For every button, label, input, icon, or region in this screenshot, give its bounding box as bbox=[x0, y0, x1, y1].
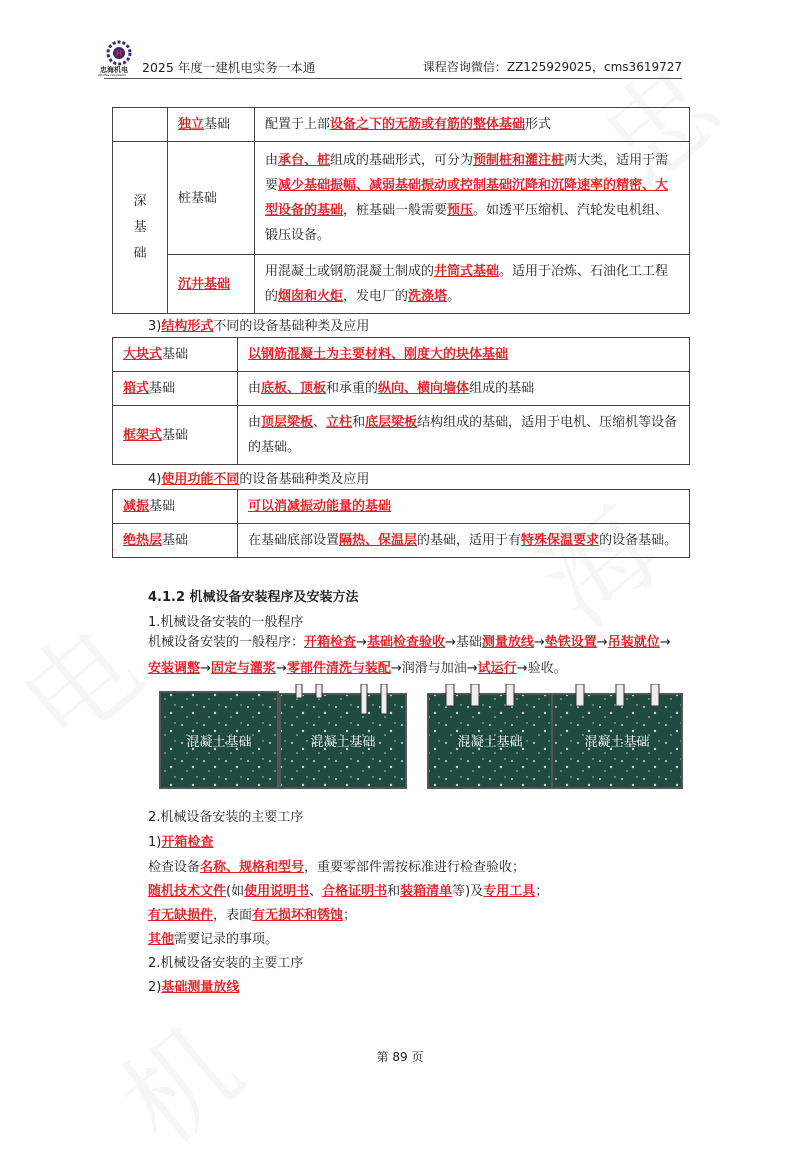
foundation-block bbox=[428, 684, 552, 788]
check-line-2: 随机技术文件(如使用说明书、合格证明书和装箱清单等)及专用工具； bbox=[148, 884, 549, 899]
table-function bbox=[112, 489, 690, 558]
diagram-label: 混凝土基础 bbox=[310, 735, 376, 750]
table-row bbox=[113, 524, 690, 558]
subheading-main-process: 2.机械设备安装的主要工序 bbox=[148, 810, 304, 825]
cell-name: 大块式基础 bbox=[113, 338, 238, 372]
table-row bbox=[113, 142, 690, 255]
table-structure-form bbox=[112, 337, 690, 465]
foundation-diagrams bbox=[156, 684, 686, 794]
cell-name: 箱式基础 bbox=[113, 372, 238, 406]
watermark-char bbox=[0, 583, 168, 775]
check-line-4: 其他需要记录的事项。 bbox=[148, 932, 279, 947]
table-row bbox=[113, 490, 690, 524]
cell-name: 框架式基础 bbox=[113, 406, 238, 465]
cell-desc: 以钢筋混凝土为主要材料、刚度大的块体基础 bbox=[238, 338, 690, 372]
cell-name: 绝热层基础 bbox=[113, 524, 238, 558]
deep-foundation-label: 深 基 础 bbox=[113, 142, 168, 314]
table-foundation-depth bbox=[112, 107, 690, 314]
cell-name: 沉井基础 bbox=[168, 255, 255, 314]
watermark-char bbox=[82, 983, 268, 1175]
header-title: 2025 年度一建机电实务一本通 bbox=[142, 60, 316, 75]
cell-desc: 由承台、桩组成的基础形式，可分为预制桩和灌注桩两大类，适用于需要减少基础振幅、减弱基础振动或控制基础沉降和沉降速率的精密、大型设备的基础，桩基础一般需要预压。如透平压缩机、汽轮发电机组、锻压设备。 bbox=[255, 142, 690, 255]
diagram-label: 混凝土基础 bbox=[584, 735, 650, 750]
check-line-3: 有无缺损件，表面有无损坏和锈蚀； bbox=[148, 908, 357, 923]
table-row bbox=[113, 406, 690, 465]
table-row bbox=[113, 255, 690, 314]
diagram-label: 混凝土基础 bbox=[186, 735, 252, 750]
step-heading-1: 1)开箱检查 bbox=[148, 835, 214, 850]
step-heading-2: 2)基础测量放线 bbox=[148, 980, 240, 995]
foundation-block bbox=[280, 684, 406, 788]
subheading-general-procedure: 1.机械设备安装的一般程序 bbox=[148, 615, 304, 630]
cell-desc: 在基础底部设置隔热、保温层的基础，适用于有特殊保温要求的设备基础。 bbox=[238, 524, 690, 558]
page-number: 第 89 页 bbox=[376, 1050, 424, 1064]
check-line-1: 检查设备名称、规格和型号，重要零部件需按标准进行检查验收； bbox=[148, 860, 526, 875]
procedure-text: 机械设备安装的一般程序：开箱检查→基础检查验收→基础测量放线→垫铁设置→吊装就位→安装调整→固定与灌浆→零部件清洗与装配→润滑与加油→试运行→验收。 bbox=[148, 635, 671, 676]
section-heading-3: 3)结构形式不同的设备基础种类及应用 bbox=[148, 319, 370, 334]
page-header bbox=[98, 40, 682, 79]
cell-name: 独立基础 bbox=[168, 108, 255, 142]
header-contact: 课程咨询微信：ZZ125929025，cms3619727 bbox=[422, 60, 682, 74]
section-title-412: 4.1.2 机械设备安装程序及安装方法 bbox=[148, 590, 359, 605]
subheading-main-process-2: 2.机械设备安装的主要工序 bbox=[148, 956, 304, 971]
cell-desc: 配置于上部设备之下的无筋或有筋的整体基础形式 bbox=[255, 108, 690, 142]
section-heading-4: 4)使用功能不同的设备基础种类及应用 bbox=[148, 472, 370, 487]
diagram-label: 混凝土基础 bbox=[457, 735, 523, 750]
foundation-block bbox=[552, 684, 682, 788]
table-row bbox=[113, 372, 690, 406]
foundation-block bbox=[160, 692, 278, 788]
svg-text:H: H bbox=[115, 49, 123, 58]
logo bbox=[98, 40, 134, 77]
logo-subtext: ZHONG HAI JIDIAN bbox=[98, 73, 126, 77]
cell-desc: 由底板、顶板和承重的纵向、横向墙体组成的基础 bbox=[238, 372, 690, 406]
cell-desc: 由顶层梁板、立柱和底层梁板结构组成的基础，适用于电机、压缩机等设备的基础。 bbox=[238, 406, 690, 465]
cell-desc: 用混凝土或钢筋混凝土制成的井筒式基础。适用于冶炼、石油化工工程的烟囱和火炬，发电厂的洗涤塔。 bbox=[255, 255, 690, 314]
table-row bbox=[113, 338, 690, 372]
table-row bbox=[113, 108, 690, 142]
cell-name: 桩基础 bbox=[168, 142, 255, 255]
cell-desc: 可以消减振动能量的基础 bbox=[238, 490, 690, 524]
cell-name: 减振基础 bbox=[113, 490, 238, 524]
logo-text: 忠海机电 bbox=[100, 66, 128, 74]
